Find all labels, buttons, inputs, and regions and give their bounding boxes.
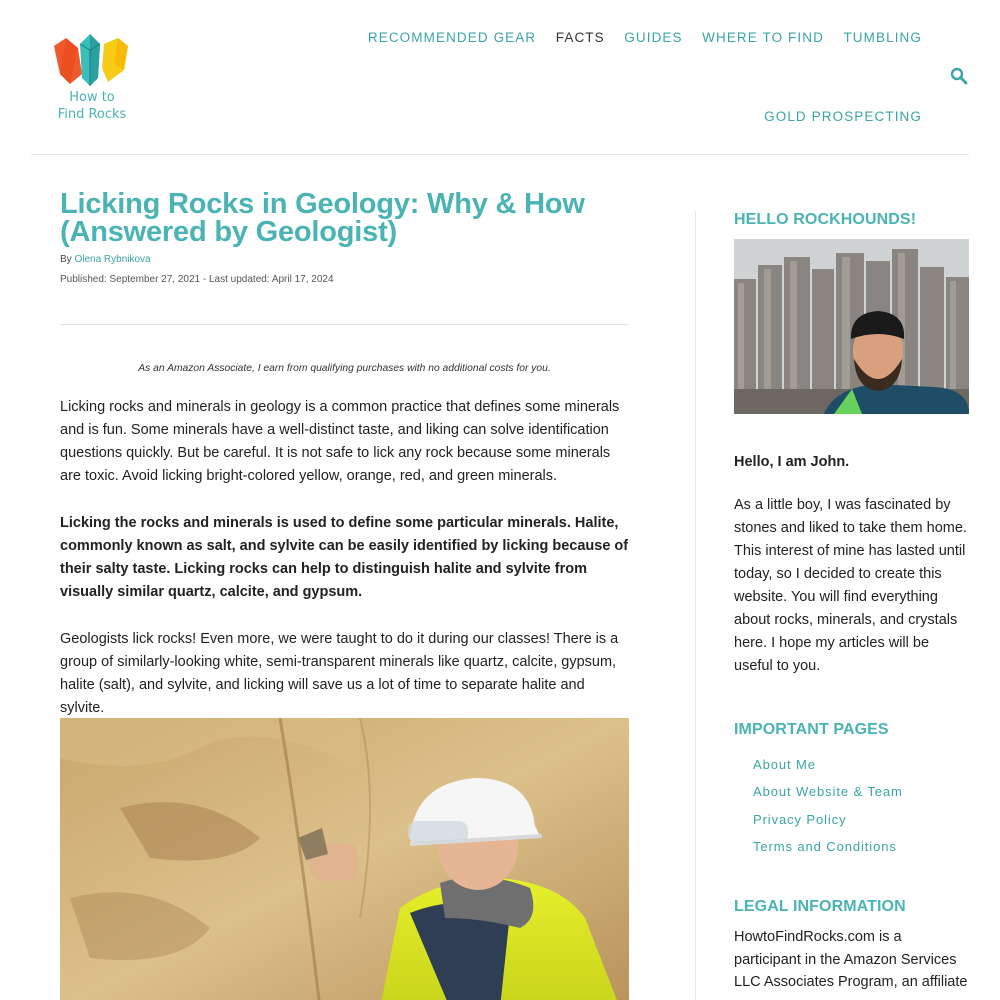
- welcome-heading: HELLO ROCKHOUNDS!: [734, 211, 917, 228]
- link-terms-conditions[interactable]: Terms and Conditions: [753, 838, 897, 854]
- important-pages-list: [734, 751, 969, 860]
- main-nav: [348, 30, 922, 45]
- link-about-me[interactable]: About Me: [753, 757, 816, 772]
- legal-text: HowtoFindRocks.com is a participant in the Amazon Services LLC Associates Program, an affiliate: [734, 929, 968, 991]
- header-divider: [31, 154, 969, 155]
- article-photo-geologist: [60, 718, 629, 1000]
- nav-item-gold-prospecting[interactable]: GOLD PROSPECTING: [764, 109, 922, 124]
- author-photo: [734, 239, 969, 414]
- intro-paragraph: Licking rocks and minerals in geology is a common practice that defines some minerals and is fun. Some minerals have a well-distinct taste, and liking can solve identification questions quickly. But be careful. It is not safe to lick any rock because some minerals are toxic. Avoid licking bright-colored yellow, orange, red, and green minerals.: [60, 399, 620, 484]
- legal-information-heading: LEGAL INFORMATION: [734, 898, 906, 916]
- link-privacy-policy[interactable]: Privacy Policy: [753, 811, 847, 827]
- affiliate-disclaimer: As an Amazon Associate, I earn from qualifying purchases with no additional costs for you.: [138, 363, 551, 374]
- nav-item-guides[interactable]: GUIDES: [624, 30, 683, 45]
- article: [60, 190, 629, 720]
- important-pages-heading: IMPORTANT PAGES: [734, 721, 889, 738]
- author-bio: As a little boy, I was fascinated by stones and liked to take them home. This interest of mine has lasted until today, so I decided to create this website. You will find everything about rocks, minerals, and crystals here. I hope my articles will be useful to you.: [734, 497, 967, 674]
- logo-text-line2: Find Rocks: [57, 107, 127, 122]
- author-greeting: Hello, I am John.: [734, 454, 850, 470]
- page-title: Licking Rocks in Geology: Why & How (Answered by Geologist): [60, 188, 585, 248]
- nav-item-facts[interactable]: FACTS: [555, 30, 605, 45]
- main-nav-second-row: [764, 108, 922, 126]
- site-logo[interactable]: [52, 34, 132, 126]
- sidebar: [734, 211, 969, 994]
- author-link[interactable]: Olena Rybnikova: [74, 254, 151, 265]
- publish-dates: Published: September 27, 2021 - Last updated: April 17, 2024: [60, 274, 334, 285]
- search-icon[interactable]: [950, 67, 968, 85]
- summary-paragraph: Licking the rocks and minerals is used to define some particular minerals. Halite, commonly known as salt, and sylvite can be easily identified by licking because of their salty taste. Licking rocks can help to distinguish halite and sylvite from visually similar quartz, calcite, and gypsum.: [60, 515, 629, 600]
- crystal-cluster-logo-icon: [52, 34, 132, 90]
- article-divider: [60, 324, 629, 325]
- nav-item-recommended-gear[interactable]: RECOMMENDED GEAR: [367, 30, 537, 45]
- link-about-website-team[interactable]: About Website & Team: [753, 784, 903, 800]
- byline-prefix: By: [60, 254, 72, 265]
- sidebar-divider: [695, 211, 696, 1000]
- nav-item-where-to-find[interactable]: WHERE TO FIND: [702, 30, 824, 45]
- logo-text-line1: How to: [69, 90, 115, 105]
- nav-item-tumbling[interactable]: TUMBLING: [843, 30, 922, 45]
- body-paragraph: Geologists lick rocks! Even more, we were taught to do it during our classes! There is a group of similarly-looking white, semi-transparent minerals like quartz, calcite, gypsum, halite (salt), and sylvite, and licking will save us a lot of time to separate halite and sylvite.: [60, 631, 619, 716]
- byline: [60, 254, 629, 265]
